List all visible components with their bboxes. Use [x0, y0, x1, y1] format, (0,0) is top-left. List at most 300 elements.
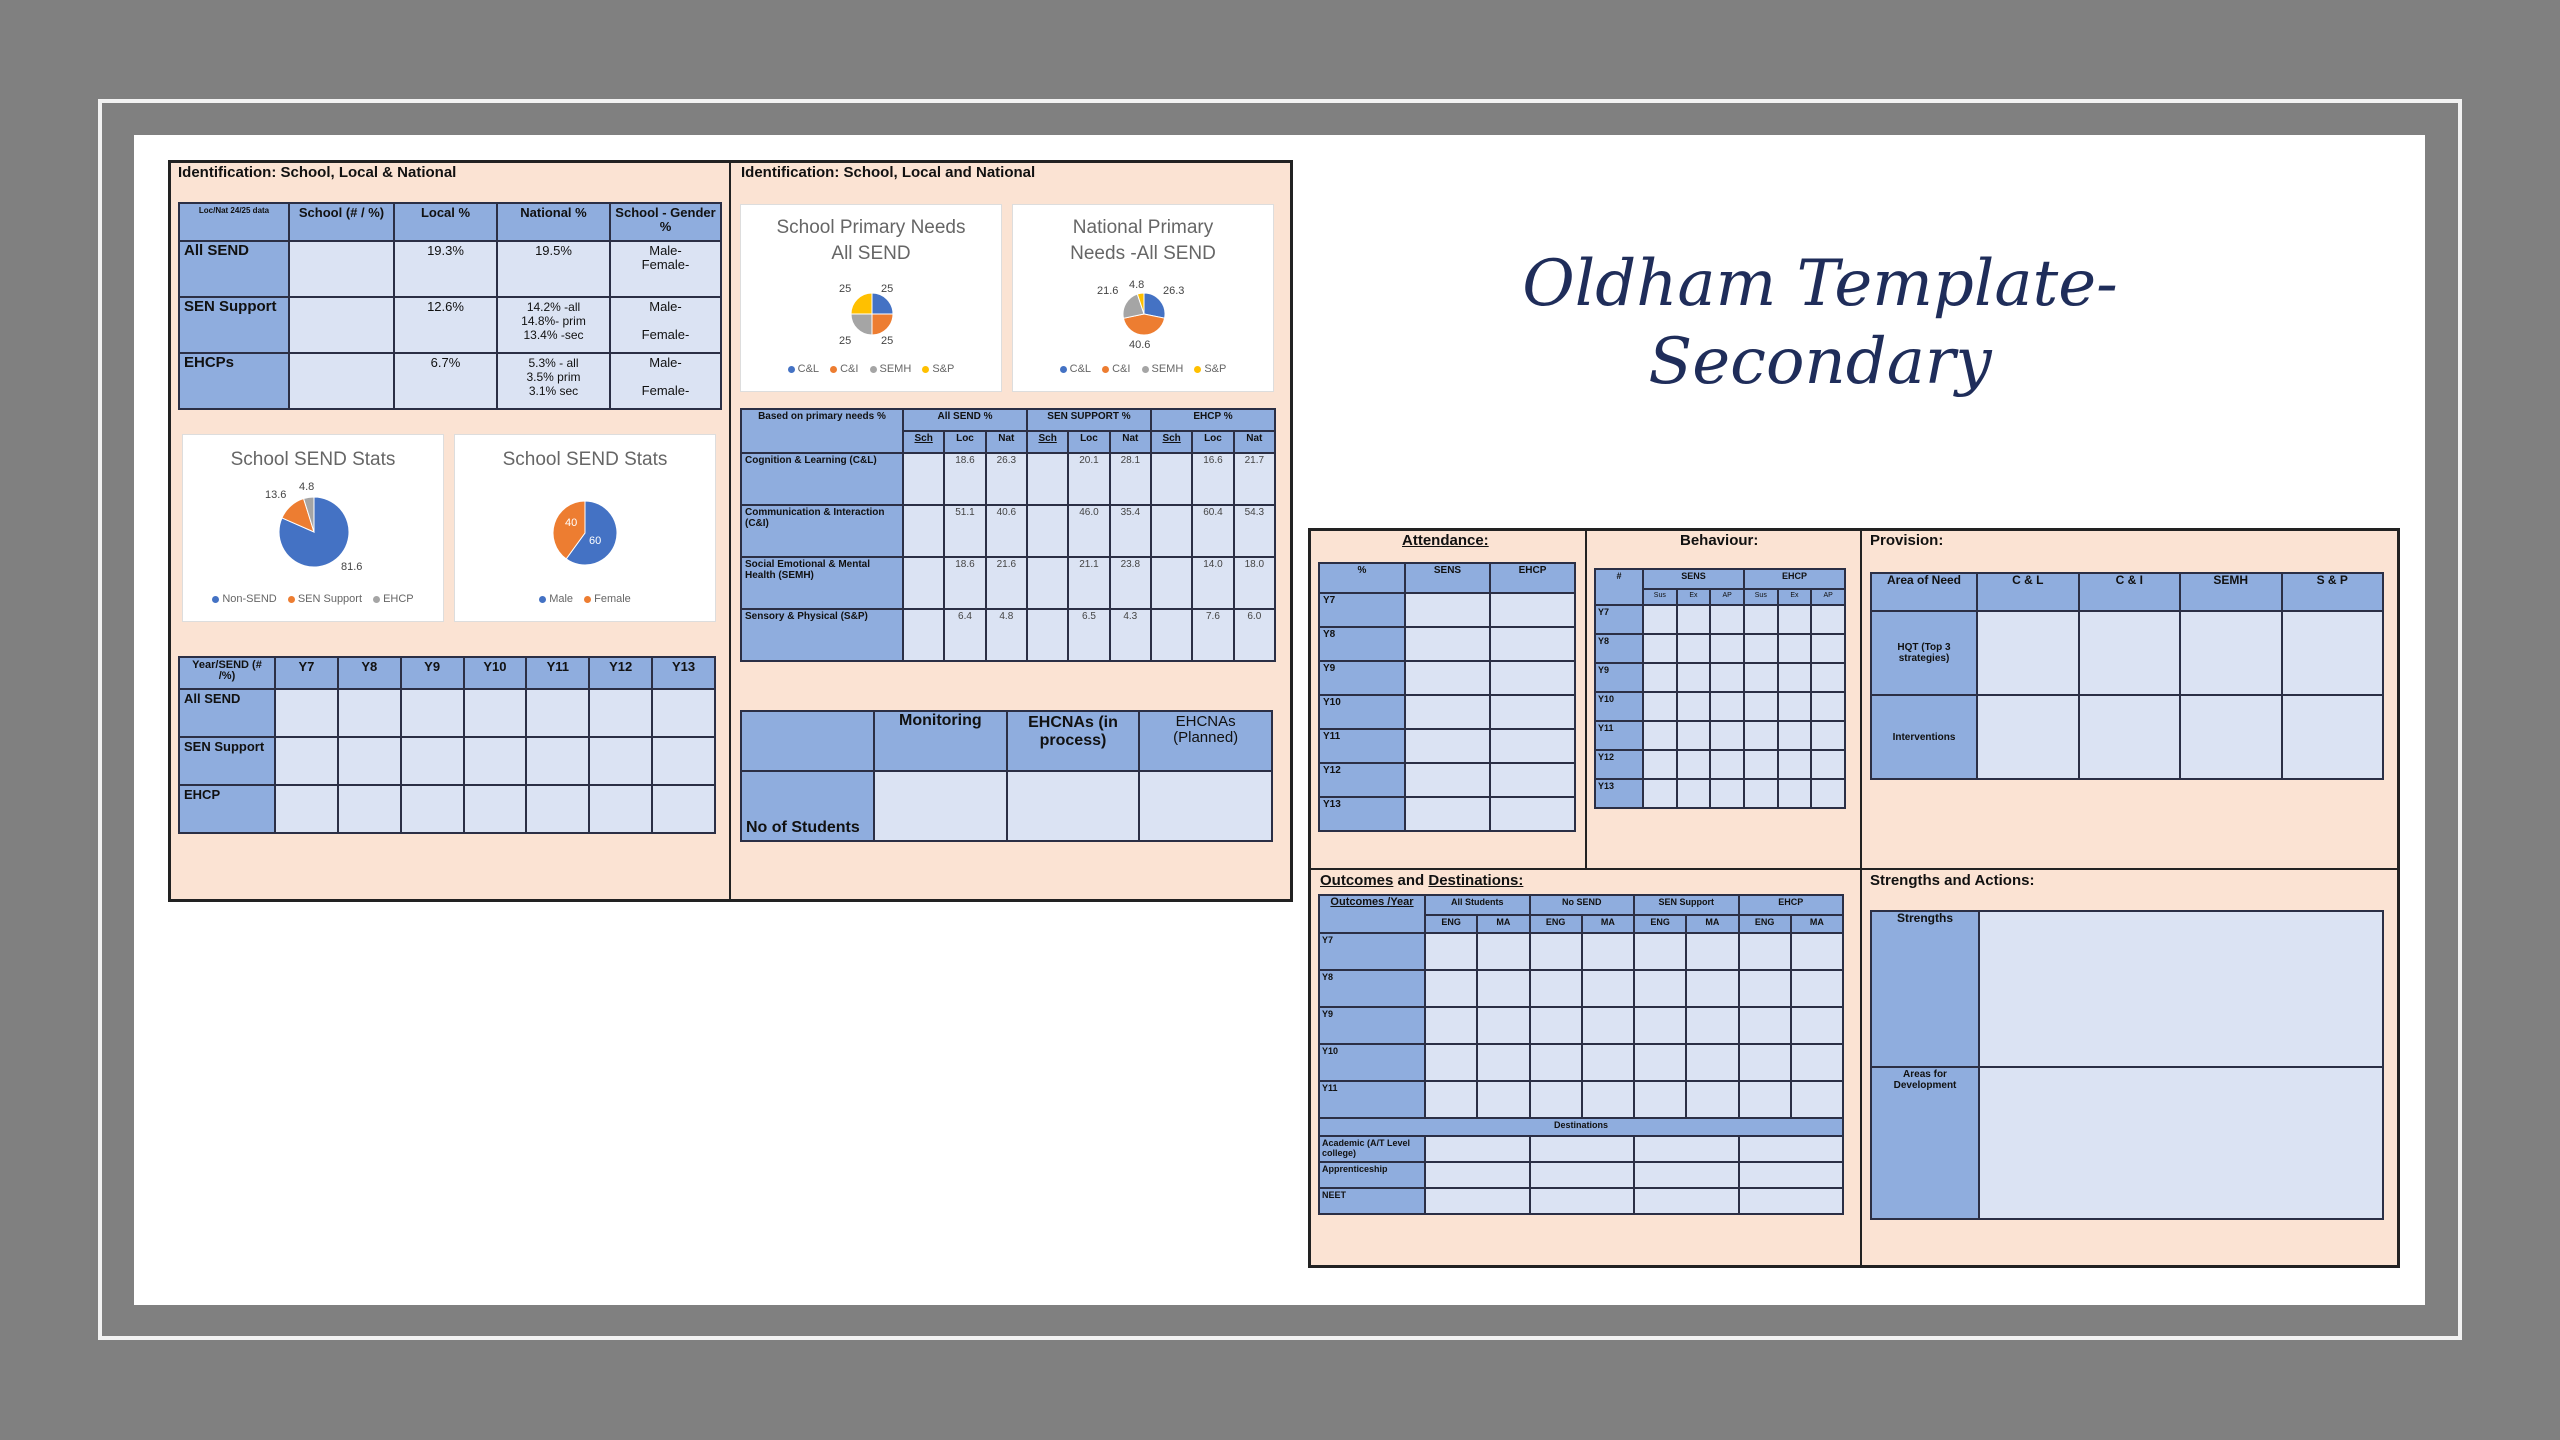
outcomes-cell[interactable]	[1477, 970, 1529, 1007]
provision-cell[interactable]	[2180, 611, 2282, 695]
behaviour-cell[interactable]	[1710, 692, 1744, 721]
behaviour-cell[interactable]	[1811, 750, 1845, 779]
legend-item: SEMH	[870, 363, 912, 375]
legend-item: Male	[539, 593, 573, 605]
primary-needs-table	[740, 408, 1276, 662]
outcomes-subheader: MA	[1791, 915, 1843, 933]
year-cell[interactable]	[589, 737, 652, 785]
year-cell[interactable]	[338, 689, 401, 737]
pie3-label: 25	[839, 335, 852, 347]
behaviour-cell[interactable]	[1778, 605, 1812, 634]
destination-cell[interactable]	[1530, 1136, 1635, 1162]
behaviour-cell[interactable]	[1677, 721, 1711, 750]
needs-cell[interactable]	[1027, 557, 1068, 609]
table1-local: 6.7%	[394, 353, 497, 409]
destination-cell[interactable]	[1634, 1188, 1739, 1214]
attendance-year-label: Y7	[1319, 593, 1405, 627]
pie-card-national-needs	[1012, 204, 1274, 392]
pie-slice	[872, 293, 893, 314]
needs-cell: 26.3	[986, 453, 1027, 505]
attendance-cell[interactable]	[1490, 661, 1575, 695]
year-cell[interactable]	[589, 689, 652, 737]
attendance-header: SENS	[1405, 563, 1490, 593]
outcomes-cell[interactable]	[1686, 1007, 1738, 1044]
behaviour-cell[interactable]	[1778, 779, 1812, 808]
table1-gender: Male- Female-	[610, 241, 721, 297]
outcomes-cell[interactable]	[1791, 1007, 1843, 1044]
outcomes-cell[interactable]	[1686, 1044, 1738, 1081]
pie1-label: 4.8	[299, 481, 315, 493]
provision-heading: Provision:	[1870, 532, 1944, 549]
pie1-title: School SEND Stats	[230, 449, 396, 470]
strengths-cell[interactable]	[1979, 1067, 2383, 1219]
pie4-label: 21.6	[1097, 285, 1119, 297]
needs-cell[interactable]	[903, 453, 944, 505]
destination-cell[interactable]	[1739, 1162, 1844, 1188]
year-header: Y7	[275, 657, 338, 689]
pie3-chart	[851, 293, 893, 335]
year-header: Y11	[526, 657, 589, 689]
provision-header: Area of Need	[1871, 573, 1977, 611]
ehcna-cell[interactable]	[874, 771, 1007, 841]
outcomes-cell[interactable]	[1634, 1081, 1686, 1118]
behaviour-cell[interactable]	[1710, 750, 1744, 779]
outcomes-cell[interactable]	[1530, 970, 1582, 1007]
strengths-heading: Strengths and Actions:	[1870, 872, 2035, 889]
pie1-label: 81.6	[341, 561, 363, 573]
outcomes-cell[interactable]	[1477, 933, 1529, 970]
table1-row-label: All SEND	[179, 241, 289, 297]
legend-item: SEMH	[1142, 363, 1184, 375]
pie3-title: School Primary Needs All SEND	[776, 217, 966, 264]
needs-group-header: SEN SUPPORT %	[1027, 409, 1151, 431]
needs-cell: 21.7	[1234, 453, 1275, 505]
attendance-cell[interactable]	[1490, 729, 1575, 763]
behaviour-cell[interactable]	[1744, 750, 1778, 779]
attendance-year-label: Y10	[1319, 695, 1405, 729]
year-cell[interactable]	[652, 737, 715, 785]
attendance-cell[interactable]	[1405, 627, 1490, 661]
behaviour-cell[interactable]	[1778, 663, 1812, 692]
pie4-chart	[1123, 293, 1165, 335]
behaviour-cell[interactable]	[1811, 692, 1845, 721]
attendance-year-label: Y13	[1319, 797, 1405, 831]
needs-row-label: Communication & Interaction (C&I)	[741, 505, 903, 557]
behaviour-subheader: Ex	[1677, 589, 1711, 605]
outcomes-cell[interactable]	[1530, 1044, 1582, 1081]
pie3-label: 25	[839, 283, 852, 295]
pie2-label: 60	[589, 535, 602, 547]
identification-table	[178, 202, 722, 410]
legend-item: EHCP	[373, 593, 414, 605]
year-cell[interactable]	[464, 785, 527, 833]
pie4-title: National Primary Needs -All SEND	[1070, 217, 1216, 264]
outcomes-cell[interactable]	[1582, 1081, 1634, 1118]
outcomes-subheader: ENG	[1425, 915, 1477, 933]
outcomes-year-label: Y8	[1319, 970, 1425, 1007]
needs-cell: 54.3	[1234, 505, 1275, 557]
behaviour-cell[interactable]	[1677, 779, 1711, 808]
needs-cell[interactable]	[1151, 505, 1192, 557]
table1-gender: Male- Female-	[610, 353, 721, 409]
needs-cell: 6.5	[1068, 609, 1109, 661]
behaviour-cell[interactable]	[1811, 721, 1845, 750]
legend-item: C&L	[788, 363, 819, 375]
outcomes-group: SEN Support	[1634, 895, 1739, 915]
needs-cell[interactable]	[903, 505, 944, 557]
attendance-year-label: Y8	[1319, 627, 1405, 661]
year-cell[interactable]	[652, 785, 715, 833]
behaviour-cell[interactable]	[1778, 692, 1812, 721]
destination-cell[interactable]	[1425, 1188, 1530, 1214]
needs-cell: 18.6	[944, 453, 985, 505]
needs-cell[interactable]	[1151, 557, 1192, 609]
outcomes-cell[interactable]	[1425, 970, 1477, 1007]
behaviour-cell[interactable]	[1677, 692, 1711, 721]
legend-item: SEN Support	[288, 593, 362, 605]
needs-cell: 51.1	[944, 505, 985, 557]
year-header: Y13	[652, 657, 715, 689]
legend-item: Female	[584, 593, 631, 605]
behaviour-year-label: Y10	[1595, 692, 1643, 721]
destination-cell[interactable]	[1425, 1162, 1530, 1188]
destination-cell[interactable]	[1739, 1136, 1844, 1162]
outcomes-cell[interactable]	[1634, 1044, 1686, 1081]
provision-cell[interactable]	[2180, 695, 2282, 779]
behaviour-year-label: Y11	[1595, 721, 1643, 750]
pie-slice	[872, 314, 893, 335]
behaviour-cell[interactable]	[1744, 605, 1778, 634]
attendance-cell[interactable]	[1490, 695, 1575, 729]
behaviour-year-label: Y12	[1595, 750, 1643, 779]
behaviour-cell[interactable]	[1643, 721, 1677, 750]
provision-table	[1870, 572, 2384, 780]
year-header: Y8	[338, 657, 401, 689]
attendance-cell[interactable]	[1490, 763, 1575, 797]
attendance-year-label: Y12	[1319, 763, 1405, 797]
attendance-cell[interactable]	[1405, 763, 1490, 797]
provision-cell[interactable]	[2079, 611, 2181, 695]
table1-row-label: SEN Support	[179, 297, 289, 353]
outcomes-cell[interactable]	[1582, 970, 1634, 1007]
pie4-label: 26.3	[1163, 285, 1185, 297]
needs-cell: 40.6	[986, 505, 1027, 557]
outcomes-cell[interactable]	[1582, 1044, 1634, 1081]
needs-cell: 60.4	[1192, 505, 1233, 557]
year-cell[interactable]	[464, 689, 527, 737]
behaviour-subheader: Ex	[1778, 589, 1812, 605]
behaviour-cell[interactable]	[1643, 663, 1677, 692]
needs-cell: 16.6	[1192, 453, 1233, 505]
behaviour-cell[interactable]	[1643, 779, 1677, 808]
outcomes-table	[1318, 894, 1844, 1215]
attendance-table	[1318, 562, 1576, 832]
behaviour-cell[interactable]	[1677, 634, 1711, 663]
outcomes-cell[interactable]	[1686, 933, 1738, 970]
behaviour-subheader: Sus	[1643, 589, 1677, 605]
strengths-table	[1870, 910, 2384, 1220]
panel-divider	[1860, 530, 1862, 1266]
behaviour-cell[interactable]	[1744, 721, 1778, 750]
outcomes-year-label: Y10	[1319, 1044, 1425, 1081]
behaviour-cell[interactable]	[1811, 663, 1845, 692]
pie-card-gender-stats	[454, 434, 716, 622]
outcomes-cell[interactable]	[1791, 1081, 1843, 1118]
needs-cell[interactable]	[1027, 609, 1068, 661]
needs-cell[interactable]	[1027, 505, 1068, 557]
ehcna-header: EHCNAs (in process)	[1007, 711, 1140, 771]
outcomes-subheader: MA	[1582, 915, 1634, 933]
pie-slice	[851, 314, 872, 335]
pie1-chart	[279, 497, 349, 567]
year-cell[interactable]	[464, 737, 527, 785]
behaviour-header: SENS	[1643, 569, 1744, 589]
needs-row-label: Cognition & Learning (C&L)	[741, 453, 903, 505]
attendance-heading: Attendance:	[1402, 532, 1489, 549]
behaviour-year-label: Y8	[1595, 634, 1643, 663]
behaviour-cell[interactable]	[1710, 721, 1744, 750]
table1-national: 5.3% - all 3.5% prim 3.1% sec	[497, 353, 610, 409]
destination-cell[interactable]	[1634, 1162, 1739, 1188]
ehcna-header: EHCNAs (Planned)	[1139, 711, 1272, 771]
legend-item: S&P	[922, 363, 954, 375]
ehcna-cell[interactable]	[1139, 771, 1272, 841]
year-cell[interactable]	[338, 737, 401, 785]
year-header: Y10	[464, 657, 527, 689]
behaviour-cell[interactable]	[1811, 779, 1845, 808]
outcomes-cell[interactable]	[1791, 933, 1843, 970]
needs-subheader: Loc	[944, 431, 985, 453]
legend-item: S&P	[1194, 363, 1226, 375]
outcomes-cell[interactable]	[1530, 933, 1582, 970]
provision-cell[interactable]	[2282, 695, 2384, 779]
destination-cell[interactable]	[1425, 1136, 1530, 1162]
year-cell[interactable]	[401, 689, 464, 737]
outcomes-cell[interactable]	[1739, 1081, 1791, 1118]
year-cell[interactable]	[652, 689, 715, 737]
ehcna-table	[740, 710, 1273, 842]
behaviour-cell[interactable]	[1811, 634, 1845, 663]
year-cell[interactable]	[401, 737, 464, 785]
needs-cell: 46.0	[1068, 505, 1109, 557]
table1-cell[interactable]	[289, 353, 394, 409]
outcomes-cell[interactable]	[1582, 1007, 1634, 1044]
outcomes-cell[interactable]	[1686, 970, 1738, 1007]
outcomes-subheader: MA	[1686, 915, 1738, 933]
strengths-row-label: Areas for Development	[1871, 1067, 1979, 1219]
pie1-label: 13.6	[265, 489, 287, 501]
provision-cell[interactable]	[1977, 611, 2079, 695]
behaviour-heading: Behaviour:	[1680, 532, 1759, 549]
provision-header: C & I	[2079, 573, 2181, 611]
identification-heading-right: Identification: School, Local and National	[741, 164, 1036, 181]
table1-gender: Male- Female-	[610, 297, 721, 353]
outcomes-cell[interactable]	[1634, 933, 1686, 970]
outcomes-year-label: Y7	[1319, 933, 1425, 970]
pie1-legend	[183, 593, 443, 605]
behaviour-cell[interactable]	[1778, 750, 1812, 779]
needs-cell[interactable]	[903, 557, 944, 609]
outcomes-cell[interactable]	[1791, 970, 1843, 1007]
outcomes-subheader: ENG	[1530, 915, 1582, 933]
behaviour-cell[interactable]	[1643, 692, 1677, 721]
year-cell[interactable]	[401, 785, 464, 833]
ehcna-header: Monitoring	[874, 711, 1007, 771]
behaviour-cell[interactable]	[1677, 663, 1711, 692]
needs-table-corner: Based on primary needs %	[741, 409, 903, 453]
attendance-year-label: Y9	[1319, 661, 1405, 695]
behaviour-cell[interactable]	[1643, 634, 1677, 663]
year-cell[interactable]	[526, 785, 589, 833]
behaviour-cell[interactable]	[1744, 634, 1778, 663]
needs-subheader: Nat	[1234, 431, 1275, 453]
attendance-cell[interactable]	[1405, 661, 1490, 695]
year-send-table	[178, 656, 716, 834]
needs-subheader: Sch	[903, 431, 944, 453]
provision-cell[interactable]	[1977, 695, 2079, 779]
pie-card-send-stats	[182, 434, 444, 622]
outcomes-subheader: ENG	[1634, 915, 1686, 933]
needs-cell: 20.1	[1068, 453, 1109, 505]
year-table-corner: Year/SEND (# /%)	[179, 657, 275, 689]
outcomes-cell[interactable]	[1739, 970, 1791, 1007]
panel-divider	[1310, 868, 2398, 870]
outcomes-cell[interactable]	[1425, 1007, 1477, 1044]
identification-heading-left: Identification: School, Local & National	[178, 164, 457, 181]
attendance-cell[interactable]	[1405, 593, 1490, 627]
year-cell[interactable]	[275, 689, 338, 737]
page-title: Oldham Template- Secondary	[1522, 247, 2118, 399]
year-cell[interactable]	[275, 785, 338, 833]
attendance-year-label: Y11	[1319, 729, 1405, 763]
behaviour-cell[interactable]	[1643, 605, 1677, 634]
pie3-legend	[741, 363, 1001, 375]
pie2-chart	[553, 501, 617, 565]
behaviour-cell[interactable]	[1710, 605, 1744, 634]
behaviour-cell[interactable]	[1677, 605, 1711, 634]
needs-cell[interactable]	[903, 609, 944, 661]
attendance-cell[interactable]	[1490, 593, 1575, 627]
year-cell[interactable]	[526, 737, 589, 785]
needs-cell: 21.6	[986, 557, 1027, 609]
behaviour-cell[interactable]	[1643, 750, 1677, 779]
ehcna-cell[interactable]	[1007, 771, 1140, 841]
outcomes-cell[interactable]	[1530, 1007, 1582, 1044]
needs-cell[interactable]	[1151, 453, 1192, 505]
year-row-label: SEN Support	[179, 737, 275, 785]
pie3-label: 25	[881, 283, 894, 295]
needs-cell: 23.8	[1110, 557, 1151, 609]
behaviour-cell[interactable]	[1778, 634, 1812, 663]
strengths-cell[interactable]	[1979, 911, 2383, 1067]
year-cell[interactable]	[589, 785, 652, 833]
pie4-legend	[1013, 363, 1273, 375]
attendance-header: EHCP	[1490, 563, 1575, 593]
provision-cell[interactable]	[2079, 695, 2181, 779]
table1-cell[interactable]	[289, 241, 394, 297]
attendance-cell[interactable]	[1490, 797, 1575, 831]
behaviour-cell[interactable]	[1710, 663, 1744, 692]
needs-row-label: Sensory & Physical (S&P)	[741, 609, 903, 661]
outcomes-cell[interactable]	[1739, 933, 1791, 970]
outcomes-cell[interactable]	[1739, 1007, 1791, 1044]
needs-cell[interactable]	[1151, 609, 1192, 661]
provision-header: SEMH	[2180, 573, 2282, 611]
destination-cell[interactable]	[1739, 1188, 1844, 1214]
outcomes-cell[interactable]	[1530, 1081, 1582, 1118]
destinations-heading: Destinations	[1319, 1118, 1843, 1136]
panel-divider	[729, 162, 731, 900]
outcomes-cell[interactable]	[1634, 1007, 1686, 1044]
needs-cell: 6.4	[944, 609, 985, 661]
destination-cell[interactable]	[1530, 1162, 1635, 1188]
outcomes-cell[interactable]	[1477, 1044, 1529, 1081]
panel-divider	[1585, 530, 1587, 870]
outcomes-year-label: Y9	[1319, 1007, 1425, 1044]
needs-cell[interactable]	[1027, 453, 1068, 505]
outcomes-year-label: Y11	[1319, 1081, 1425, 1118]
outcomes-cell[interactable]	[1634, 970, 1686, 1007]
outcomes-cell[interactable]	[1686, 1081, 1738, 1118]
behaviour-cell[interactable]	[1710, 634, 1744, 663]
strengths-row-label: Strengths	[1871, 911, 1979, 1067]
table1-national: 14.2% -all 14.8%- prim 13.4% -sec	[497, 297, 610, 353]
outcomes-cell[interactable]	[1582, 933, 1634, 970]
outcomes-cell[interactable]	[1477, 1081, 1529, 1118]
behaviour-cell[interactable]	[1744, 663, 1778, 692]
pie-slice	[851, 293, 872, 314]
table1-local: 19.3%	[394, 241, 497, 297]
outcomes-cell[interactable]	[1425, 1081, 1477, 1118]
table1-cell[interactable]	[289, 297, 394, 353]
outcomes-cell[interactable]	[1425, 933, 1477, 970]
needs-cell: 18.6	[944, 557, 985, 609]
attendance-cell[interactable]	[1405, 797, 1490, 831]
year-cell[interactable]	[526, 689, 589, 737]
outcomes-cell[interactable]	[1739, 1044, 1791, 1081]
pie3-label: 25	[881, 335, 894, 347]
needs-subheader: Loc	[1068, 431, 1109, 453]
behaviour-cell[interactable]	[1778, 721, 1812, 750]
outcomes-cell[interactable]	[1477, 1007, 1529, 1044]
needs-cell: 35.4	[1110, 505, 1151, 557]
behaviour-cell[interactable]	[1744, 779, 1778, 808]
attendance-cell[interactable]	[1490, 627, 1575, 661]
destination-cell[interactable]	[1634, 1136, 1739, 1162]
attendance-cell[interactable]	[1405, 729, 1490, 763]
table1-local: 12.6%	[394, 297, 497, 353]
behaviour-header: #	[1595, 569, 1643, 605]
behaviour-cell[interactable]	[1710, 779, 1744, 808]
pie2-legend	[455, 593, 715, 605]
year-cell[interactable]	[275, 737, 338, 785]
behaviour-cell[interactable]	[1811, 605, 1845, 634]
provision-cell[interactable]	[2282, 611, 2384, 695]
table1-header-school: School (# / %)	[289, 203, 394, 241]
needs-subheader: Sch	[1151, 431, 1192, 453]
outcomes-cell[interactable]	[1425, 1044, 1477, 1081]
behaviour-cell[interactable]	[1744, 692, 1778, 721]
needs-cell: 7.6	[1192, 609, 1233, 661]
outcomes-cell[interactable]	[1791, 1044, 1843, 1081]
destination-cell[interactable]	[1530, 1188, 1635, 1214]
needs-subheader: Sch	[1027, 431, 1068, 453]
year-cell[interactable]	[338, 785, 401, 833]
attendance-cell[interactable]	[1405, 695, 1490, 729]
behaviour-cell[interactable]	[1677, 750, 1711, 779]
pie2-label: 40	[565, 517, 578, 529]
needs-subheader: Nat	[986, 431, 1027, 453]
